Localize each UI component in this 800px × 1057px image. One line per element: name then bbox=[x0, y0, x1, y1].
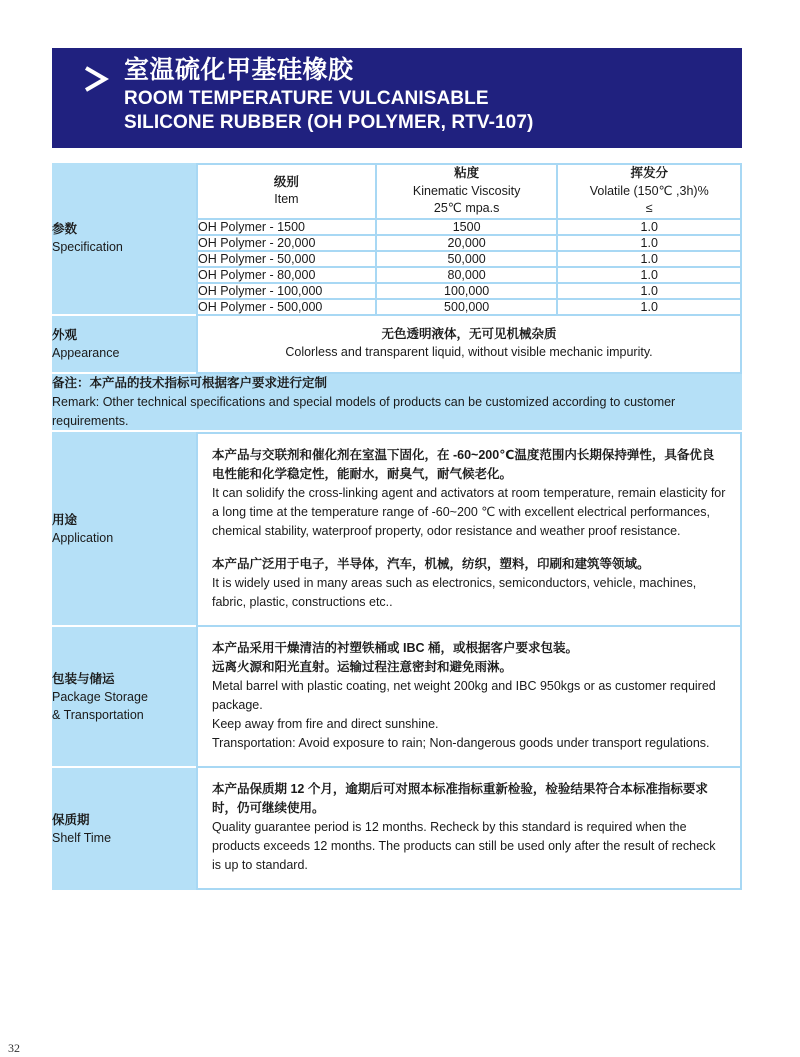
package-p5-en: Transportation: Avoid exposure to rain; Non-dangerous goods under transport regulations. bbox=[212, 736, 710, 751]
remark-cell bbox=[52, 374, 742, 432]
product-spec-table bbox=[52, 163, 742, 890]
package-p2-cn: 远离火源和阳光直射。运输过程注意密封和避免雨淋。 bbox=[212, 660, 513, 675]
row-label-package bbox=[52, 627, 196, 768]
remark-cn: 备注：本产品的技术指标可根据客户要求进行定制 bbox=[52, 376, 328, 390]
row-label-appearance-en: Appearance bbox=[52, 345, 120, 360]
cell-viscosity: 50,000 bbox=[377, 250, 559, 266]
table-row bbox=[198, 266, 740, 282]
remark-en: Remark: Other technical specifications and special models of products can be customized according to customer requirements. bbox=[52, 394, 676, 428]
cell-viscosity: 100,000 bbox=[377, 282, 559, 298]
table-header-cell bbox=[196, 163, 742, 220]
application-p1-cn: 本产品与交联剂和催化剂在室温下固化，在 -60~200℃温度范围内长期保持弹性，具备优良电性能和化学稳定性，能耐水，耐臭气，耐气候老化。 bbox=[212, 448, 715, 482]
shelf-p2-en: Quality guarantee period is 12 months. Recheck by this standard is required when the products exceeds 12 months. The products can still be used only after the result of recheck is up to standard. bbox=[212, 820, 716, 873]
column-header-volatile bbox=[558, 165, 740, 218]
chevron-right-icon bbox=[80, 62, 114, 96]
table-row-spec-group bbox=[52, 163, 742, 220]
package-p4-en: Keep away from fire and direct sunshine. bbox=[212, 717, 439, 732]
table-row-package bbox=[52, 627, 742, 768]
package-content-cell bbox=[196, 627, 742, 768]
banner-title-en-line1: ROOM TEMPERATURE VULCANISABLE bbox=[124, 87, 489, 109]
cell-item: OH Polymer - 500,000 bbox=[198, 298, 377, 314]
row-label-application bbox=[52, 432, 196, 627]
table-row-application bbox=[52, 432, 742, 627]
cell-item: OH Polymer - 1500 bbox=[198, 220, 377, 234]
cell-viscosity: 20,000 bbox=[377, 234, 559, 250]
column-header-viscosity-cn: 粘度 bbox=[454, 166, 480, 180]
cell-item: OH Polymer - 100,000 bbox=[198, 282, 377, 298]
row-label-specification-cn: 参数 bbox=[52, 222, 78, 237]
column-header-item-cn: 级别 bbox=[273, 174, 299, 189]
row-label-application-cn: 用途 bbox=[52, 512, 78, 527]
cell-volatile: 1.0 bbox=[558, 234, 740, 250]
row-label-package-en1: Package Storage bbox=[52, 689, 148, 704]
row-label-application-en: Application bbox=[52, 530, 114, 545]
spec-values-table bbox=[198, 220, 740, 314]
column-header-item-en: Item bbox=[274, 192, 299, 207]
cell-volatile: 1.0 bbox=[558, 250, 740, 266]
application-p1-en: It can solidify the cross-linking agent and activators at room temperature, remain elasticity for a long time at the temperature range of -60~200 ℃ with excellent electrical performances, chemical stability, waterproof property, odor resistance and weather proof resistance. bbox=[212, 486, 726, 539]
row-label-shelf-cn: 保质期 bbox=[52, 813, 90, 828]
row-label-specification bbox=[52, 163, 196, 316]
appearance-value-cell bbox=[196, 316, 742, 375]
column-header-volatile-en1: Volatile (150℃ ,3h)% bbox=[589, 183, 709, 198]
cell-volatile: 1.0 bbox=[640, 219, 658, 234]
table-row bbox=[198, 298, 740, 314]
package-p1-cn: 本产品采用干燥清洁的衬塑铁桶或 IBC 桶，或根据客户要求包装。 bbox=[212, 641, 578, 656]
cell-volatile: 1.0 bbox=[558, 298, 740, 314]
cell-viscosity: 500,000 bbox=[377, 298, 559, 314]
cell-volatile: 1.0 bbox=[558, 282, 740, 298]
row-label-shelf bbox=[52, 768, 196, 890]
cell-volatile: 1.0 bbox=[558, 266, 740, 282]
table-row bbox=[198, 282, 740, 298]
spec-values-cell bbox=[196, 220, 742, 316]
row-label-specification-en: Specification bbox=[52, 240, 123, 255]
table-row-appearance bbox=[52, 316, 742, 375]
package-p3-en: Metal barrel with plastic coating, net weight 200kg and IBC 950kgs or as customer required package. bbox=[212, 679, 716, 713]
banner-title-cn: 室温硫化甲基硅橡胶 bbox=[124, 56, 354, 84]
table-row bbox=[198, 220, 740, 234]
column-header-volatile-en2: ≤ bbox=[645, 201, 653, 215]
shelf-content-cell bbox=[196, 768, 742, 890]
row-label-appearance bbox=[52, 316, 196, 375]
table-row bbox=[198, 250, 740, 266]
row-label-shelf-en: Shelf Time bbox=[52, 831, 112, 846]
page-header-banner bbox=[52, 48, 742, 148]
cell-item: OH Polymer - 80,000 bbox=[198, 266, 377, 282]
application-content-cell bbox=[196, 432, 742, 627]
page-number: 32 bbox=[8, 1041, 20, 1055]
column-header-item bbox=[198, 165, 377, 218]
column-header-volatile-cn: 挥发分 bbox=[630, 166, 668, 180]
shelf-p1-cn: 本产品保质期 12 个月，逾期后可对照本标准指标重新检验，检验结果符合本标准指标要求时，仍可继续使用。 bbox=[212, 782, 708, 816]
table-row-shelf bbox=[52, 768, 742, 890]
appearance-value-en: Colorless and transparent liquid, without visible mechanic impurity. bbox=[285, 345, 653, 360]
row-label-package-cn: 包装与储运 bbox=[52, 671, 115, 686]
application-p2-cn: 本产品广泛用于电子，半导体，汽车，机械，纺织，塑料，印刷和建筑等领域。 bbox=[212, 557, 650, 572]
column-header-viscosity bbox=[377, 165, 559, 218]
cell-viscosity: 80,000 bbox=[377, 266, 559, 282]
table-row-remark bbox=[52, 374, 742, 432]
appearance-value-cn: 无色透明液体，无可见机械杂质 bbox=[381, 326, 557, 341]
application-p2-en: It is widely used in many areas such as electronics, semiconductors, vehicle, machines, fabric, plastic, constructions etc.. bbox=[212, 576, 697, 610]
table-row bbox=[198, 234, 740, 250]
cell-item: OH Polymer - 20,000 bbox=[198, 234, 377, 250]
banner-title-en-line2: SILICONE RUBBER (OH POLYMER, RTV-107) bbox=[124, 111, 534, 133]
column-header-viscosity-en1: Kinematic Viscosity bbox=[412, 183, 521, 198]
cell-item: OH Polymer - 50,000 bbox=[198, 250, 377, 266]
column-header-viscosity-en2: 25℃ mpa.s bbox=[433, 201, 500, 215]
row-label-appearance-cn: 外观 bbox=[52, 327, 78, 342]
cell-viscosity: 1500 bbox=[377, 220, 559, 234]
row-label-package-en2: & Transportation bbox=[52, 707, 144, 722]
